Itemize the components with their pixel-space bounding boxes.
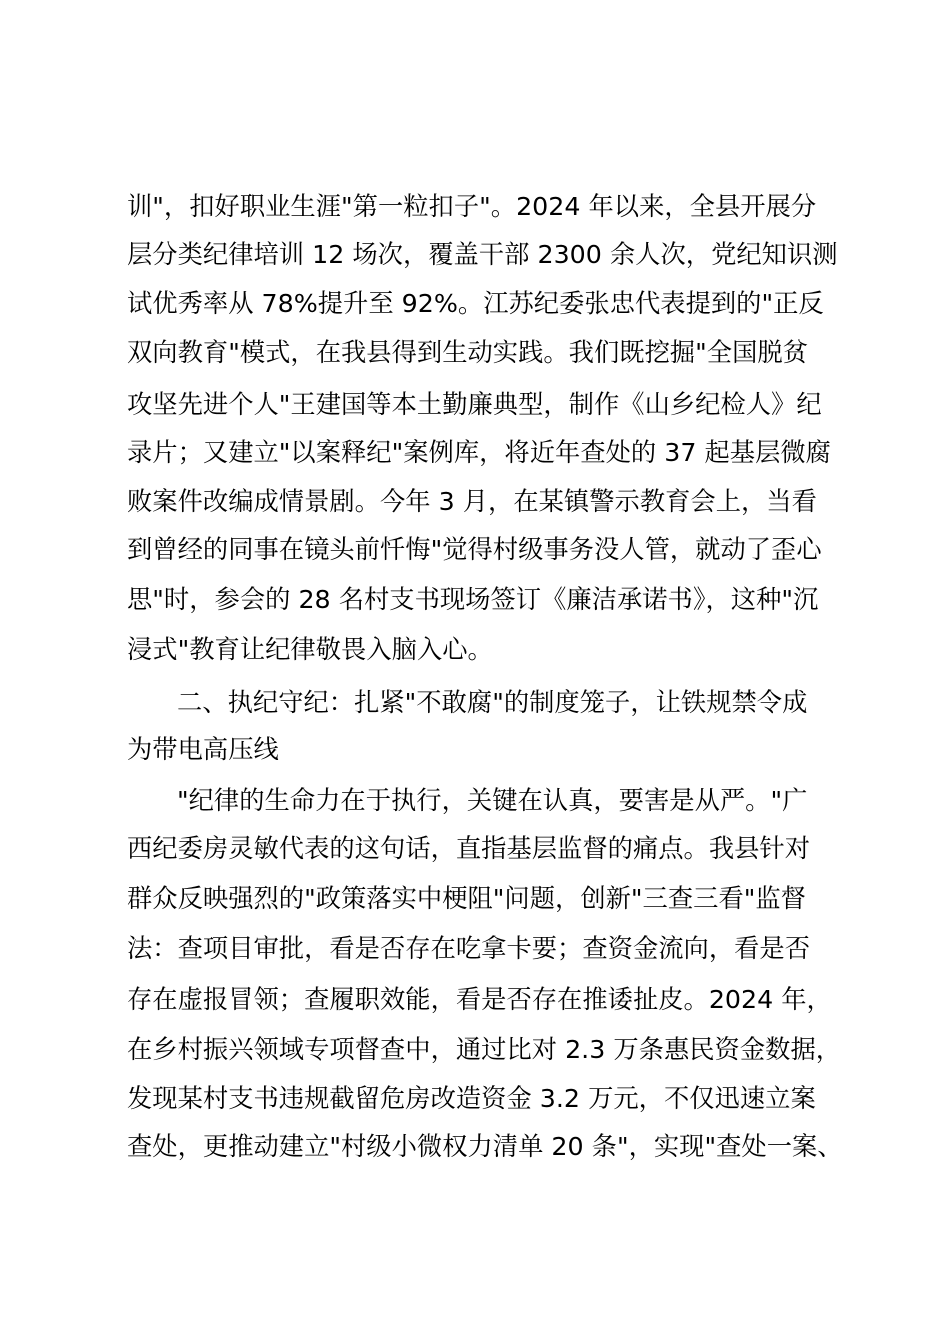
paragraph-line: 群众反映强烈的"政策落实中梗阻"问题，创新"三查三看"监督 — [127, 884, 806, 913]
paragraph-line: 试优秀率从 78%提升至 92%。江苏纪委张忠代表提到的"正反 — [127, 289, 824, 318]
paragraph-line: "纪律的生命力在于执行，关键在认真，要害是从严。"广 — [177, 786, 808, 815]
paragraph-line: 录片；又建立"以案释纪"案例库，将近年查处的 37 起基层微腐 — [127, 438, 831, 467]
paragraph-line: 浸式"教育让纪律敬畏入脑入心。 — [127, 635, 493, 664]
paragraph-line: 西纪委房灵敏代表的这句话，直指基层监督的痛点。我县针对 — [127, 834, 811, 863]
paragraph-line: 到曾经的同事在镜头前忏悔"觉得村级事务没人管，就动了歪心 — [127, 535, 822, 564]
section-heading: 二、执纪守纪：扎紧"不敢腐"的制度笼子，让铁规禁令成 — [177, 688, 808, 717]
paragraph-line: 败案件改编成情景剧。今年 3 月，在某镇警示教育会上，当看 — [127, 487, 817, 516]
paragraph-line: 法：查项目审批，看是否存在吃拿卡要；查资金流向，看是否 — [127, 934, 811, 963]
paragraph-line: 发现某村支书违规截留危房改造资金 3.2 万元，不仅迅速立案 — [127, 1084, 816, 1113]
paragraph-line: 层分类纪律培训 12 场次，覆盖干部 2300 余人次，党纪知识测 — [127, 240, 838, 269]
paragraph-line: 在乡村振兴领域专项督查中，通过比对 2.3 万条惠民资金数据， — [127, 1035, 842, 1064]
paragraph-line: 训"，扣好职业生涯"第一粒扣子"。2024 年以来，全县开展分 — [127, 192, 817, 221]
paragraph-line: 存在虚报冒领；查履职效能，看是否存在推诿扯皮。2024 年， — [127, 985, 832, 1014]
paragraph-line: 查处，更推动建立"村级小微权力清单 20 条"，实现"查处一案、 — [127, 1132, 843, 1161]
paragraph-line: 思"时，参会的 28 名村支书现场签订《廉洁承诺书》，这种"沉 — [127, 585, 819, 614]
paragraph-line: 攻坚先进个人"王建国等本土勤廉典型，制作《山乡纪检人》纪 — [127, 390, 822, 419]
paragraph-line: 双向教育"模式，在我县得到生动实践。我们既挖掘"全国脱贫 — [127, 338, 808, 367]
section-heading-continuation: 为带电高压线 — [127, 735, 279, 764]
